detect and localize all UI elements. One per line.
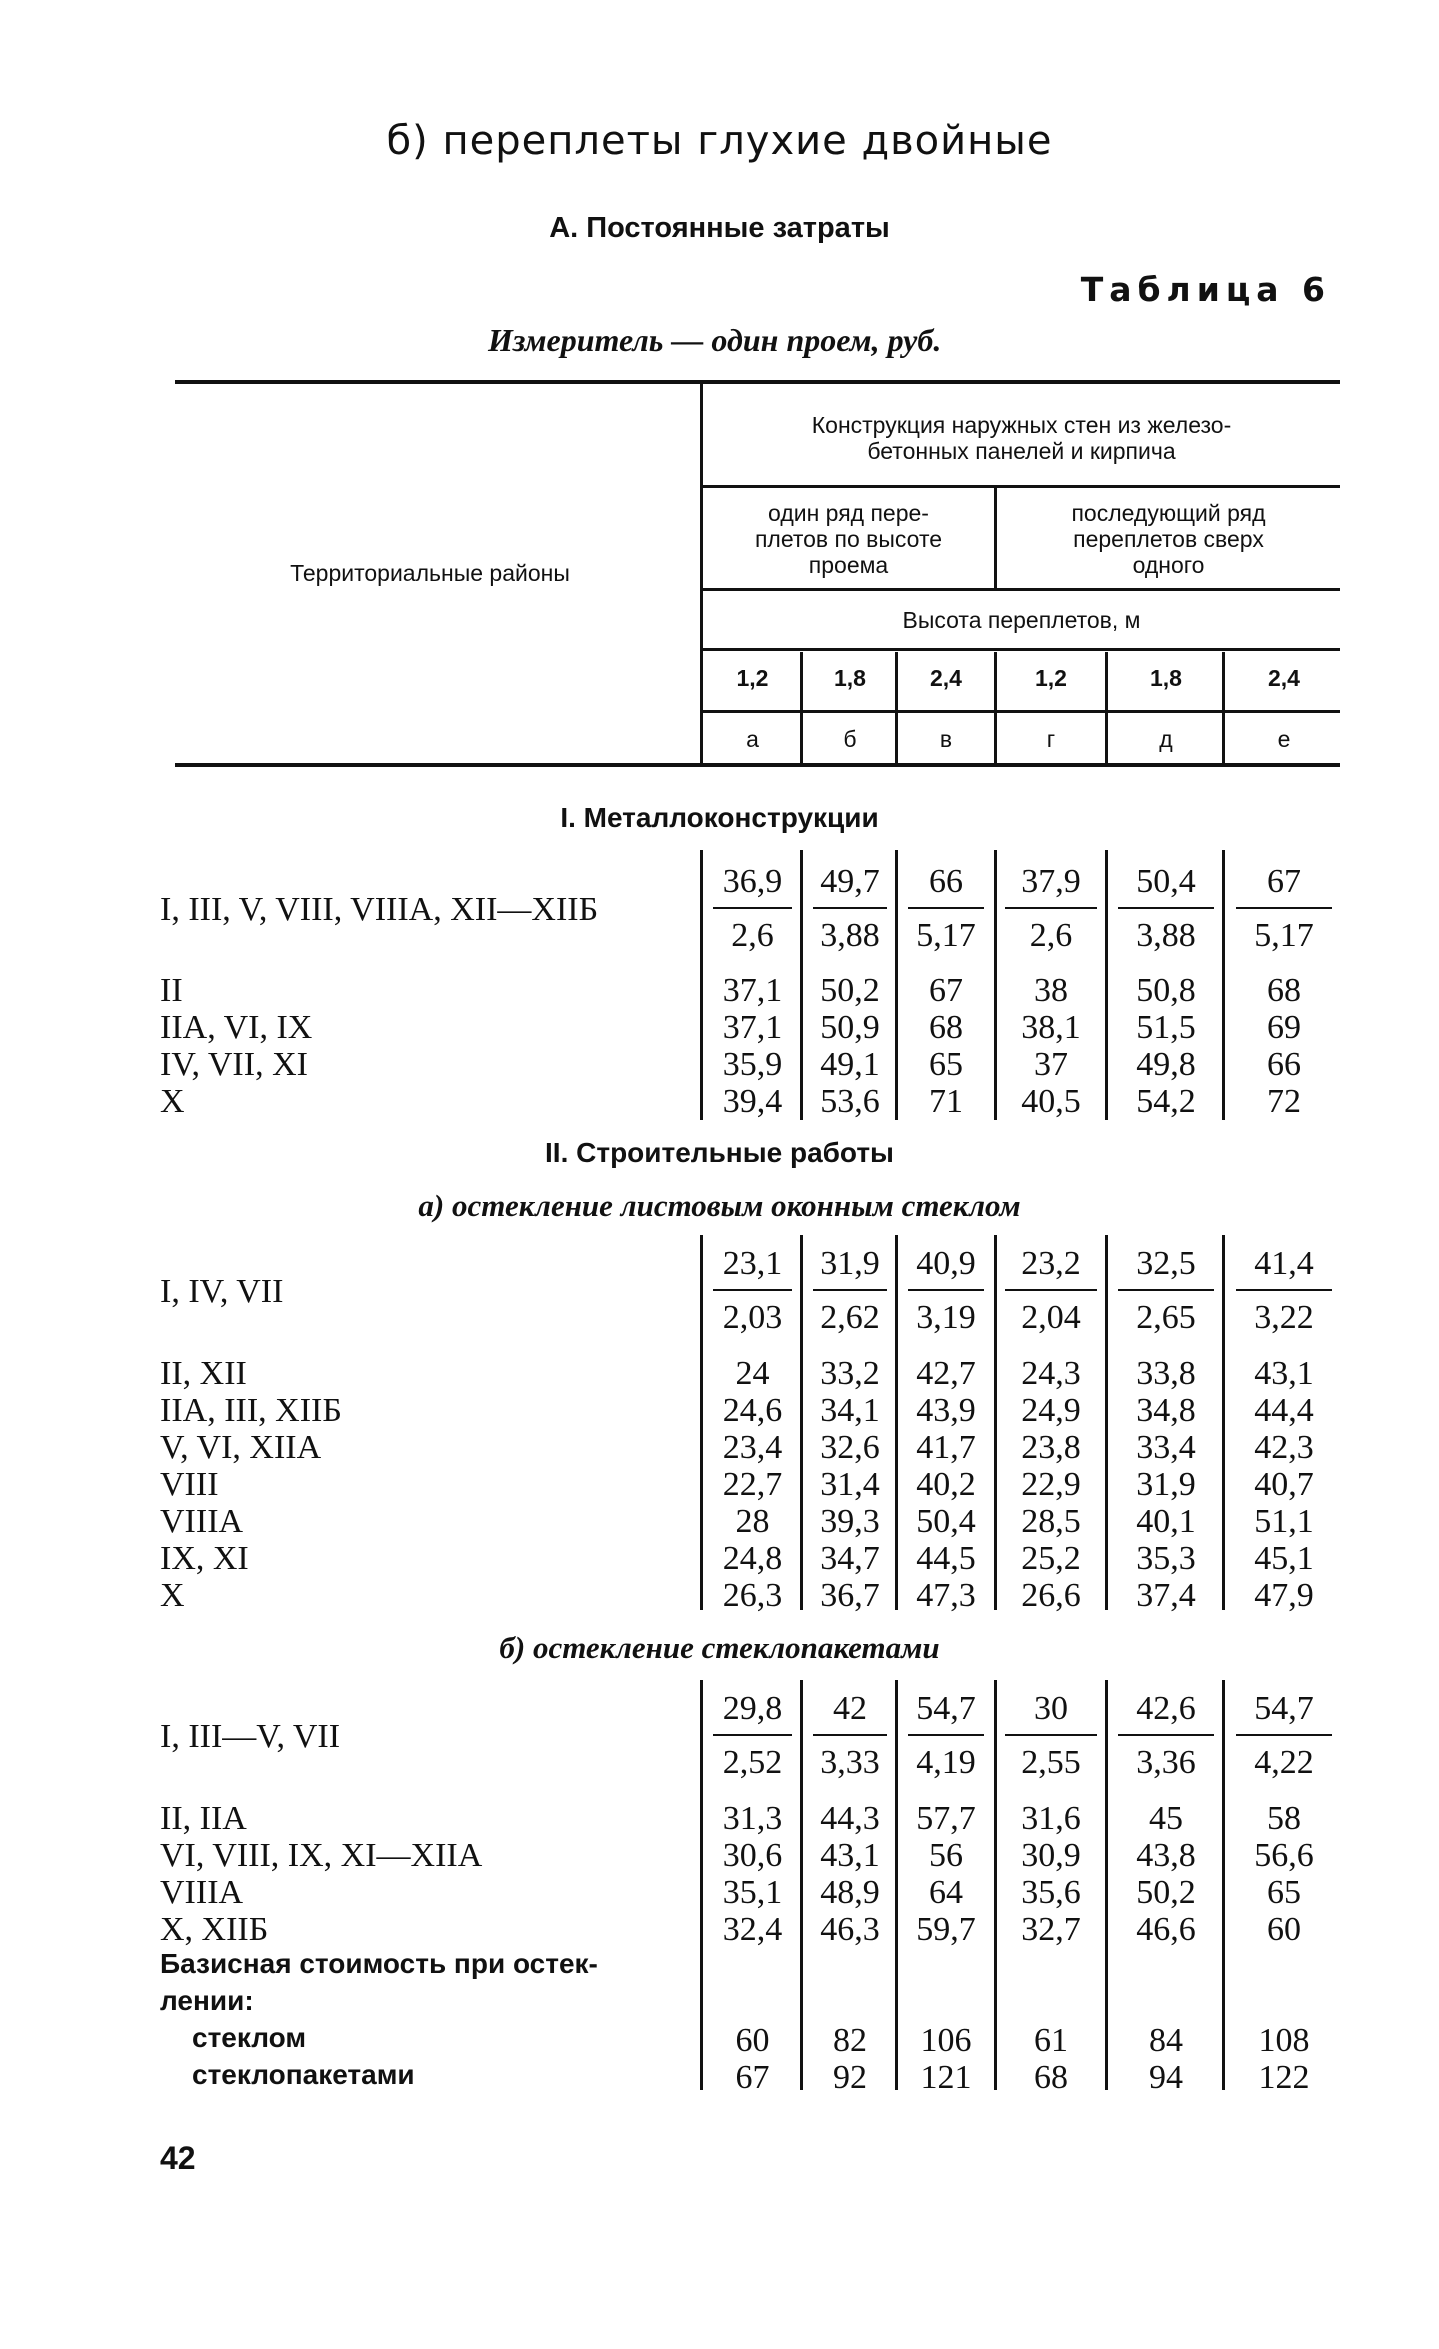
cell-value: 64 — [929, 1874, 963, 1911]
cell-value: 37,9 — [1021, 863, 1081, 900]
fraction-bar — [713, 1734, 792, 1736]
cell-value: 54,2 — [1136, 1083, 1196, 1120]
cell-value: 30 — [1034, 1690, 1068, 1727]
cell-value: 44,4 — [1254, 1392, 1314, 1429]
column-letter: д — [1159, 726, 1173, 752]
section1-title: I. Металлоконструкции — [560, 802, 879, 833]
cell-value: 38 — [1034, 972, 1068, 1009]
cell-value: 72 — [1267, 1083, 1301, 1120]
cell-value: 24,6 — [722, 1392, 783, 1429]
row-label: X — [160, 1083, 185, 1120]
cell-value: 3,88 — [1136, 917, 1196, 954]
cell-value: 45,1 — [1254, 1540, 1314, 1577]
header-bottom-rule — [175, 763, 1340, 767]
row-label: V, VI, XIIA — [160, 1429, 322, 1466]
header-rule-2 — [703, 588, 1340, 591]
row-label: II, XII — [160, 1355, 247, 1392]
table-label: Таблица 6 — [1080, 270, 1331, 309]
cell-value: 59,7 — [916, 1911, 976, 1948]
column-divider — [1222, 1235, 1225, 1610]
cell-value: 25,2 — [1021, 1540, 1081, 1577]
column-letter: е — [1277, 726, 1291, 752]
cell-value: 84 — [1149, 2022, 1183, 2059]
height-value: 1,2 — [1035, 665, 1067, 691]
construction-header-line1: Конструкция наружных стен из железо- — [811, 412, 1232, 438]
section2-title: II. Строительные работы — [545, 1137, 894, 1168]
cell-value: 67 — [735, 2059, 770, 2096]
row-label: I, IV, VII — [160, 1273, 284, 1310]
cell-value: 53,6 — [820, 1083, 880, 1120]
cell-value: 2,03 — [722, 1299, 783, 1336]
cell-value: 4,22 — [1254, 1744, 1314, 1781]
cell-value: 32,4 — [722, 1911, 783, 1948]
cell-value: 50,4 — [1136, 863, 1196, 900]
cell-value: 24,9 — [1021, 1392, 1081, 1429]
header-top-rule — [175, 380, 1340, 384]
height-value: 2,4 — [930, 665, 962, 691]
column-letter: в — [939, 726, 953, 752]
column-divider — [700, 1680, 703, 2090]
cell-value: 32,5 — [1136, 1245, 1196, 1282]
cell-value: 50,4 — [916, 1503, 976, 1540]
cell-value: 32,7 — [1021, 1911, 1081, 1948]
group2-header-line2: переплетов сверх — [1073, 526, 1264, 552]
cell-value: 40,2 — [916, 1466, 976, 1503]
height-header: Высота переплетов, м — [902, 607, 1141, 633]
header-column-divider — [1222, 652, 1225, 764]
cell-value: 65 — [1267, 1874, 1301, 1911]
cell-value: 34,8 — [1136, 1392, 1196, 1429]
cell-value: 60 — [1267, 1911, 1301, 1948]
cell-value: 50,8 — [1136, 972, 1196, 1009]
header-rule-1 — [703, 485, 1340, 488]
cell-value: 33,4 — [1136, 1429, 1196, 1466]
cell-value: 46,6 — [1136, 1911, 1196, 1948]
cell-value: 24,3 — [1021, 1355, 1081, 1392]
header-rule-3 — [703, 648, 1340, 651]
subsection-a-title: а) остекление листовым оконным стеклом — [418, 1188, 1021, 1223]
cell-value: 42 — [833, 1690, 867, 1727]
cell-value: 3,19 — [916, 1299, 976, 1336]
cell-value: 49,7 — [820, 863, 880, 900]
row-label: I, III, V, VIII, VIIIA, XII—XIIБ — [160, 891, 599, 928]
base-row-label: стеклом — [192, 2022, 307, 2053]
row-label: I, III—V, VII — [160, 1718, 341, 1755]
cell-value: 4,19 — [916, 1744, 976, 1781]
cell-value: 44,5 — [916, 1540, 976, 1577]
cell-value: 42,7 — [916, 1355, 976, 1392]
fraction-bar — [713, 907, 792, 909]
cell-value: 56,6 — [1254, 1837, 1314, 1874]
cell-value: 28,5 — [1021, 1503, 1081, 1540]
cell-value: 5,17 — [1254, 917, 1314, 954]
fraction-bar — [813, 907, 887, 909]
fraction-bar — [1236, 907, 1332, 909]
cell-value: 3,33 — [820, 1744, 880, 1781]
column-divider — [895, 850, 898, 1120]
header-column-divider — [895, 652, 898, 764]
cell-value: 66 — [1267, 1046, 1301, 1083]
cell-value: 24 — [735, 1355, 770, 1392]
group1-header-line1: один ряд пере- — [768, 500, 929, 526]
cell-value: 31,9 — [1136, 1466, 1196, 1503]
column-letter: б — [843, 726, 857, 752]
row-label: X — [160, 1577, 185, 1614]
cell-value: 23,1 — [722, 1245, 783, 1282]
cell-value: 35,9 — [722, 1046, 783, 1083]
cell-value: 46,3 — [820, 1911, 880, 1948]
cell-value: 68 — [1034, 2059, 1068, 2096]
cell-value: 67 — [929, 972, 963, 1009]
cell-value: 60 — [735, 2022, 770, 2059]
fraction-bar — [1118, 907, 1214, 909]
row-label: X, XIIБ — [160, 1911, 269, 1948]
cell-value: 47,9 — [1254, 1577, 1314, 1614]
row-label: IV, VII, XI — [160, 1046, 308, 1083]
cell-value: 54,7 — [1254, 1690, 1314, 1727]
cell-value: 36,9 — [722, 863, 783, 900]
height-value: 1,8 — [834, 665, 866, 691]
fraction-bar — [1236, 1289, 1332, 1291]
cell-value: 33,8 — [1136, 1355, 1196, 1392]
cell-value: 67 — [1267, 863, 1301, 900]
cell-value: 2,65 — [1136, 1299, 1196, 1336]
fraction-bar — [1005, 1734, 1097, 1736]
cell-value: 39,4 — [722, 1083, 783, 1120]
column-letter: г — [1046, 726, 1056, 752]
cell-value: 42,3 — [1254, 1429, 1314, 1466]
cell-value: 47,3 — [916, 1577, 976, 1614]
row-label: VIII — [160, 1466, 219, 1503]
cell-value: 65 — [929, 1046, 963, 1083]
fraction-bar — [908, 1289, 984, 1291]
group1-header-line3: проема — [808, 552, 889, 578]
column-divider — [800, 1680, 803, 2090]
cell-value: 41,7 — [916, 1429, 976, 1466]
cell-value: 42,6 — [1136, 1690, 1196, 1727]
cell-value: 2,6 — [1029, 917, 1073, 954]
cell-value: 32,6 — [820, 1429, 880, 1466]
cell-value: 57,7 — [916, 1800, 976, 1837]
cell-value: 122 — [1258, 2059, 1310, 2096]
cell-value: 50,2 — [820, 972, 880, 1009]
cell-value: 43,1 — [820, 1837, 880, 1874]
cell-value: 51,5 — [1136, 1009, 1196, 1046]
cell-value: 82 — [833, 2022, 867, 2059]
cell-value: 71 — [929, 1083, 963, 1120]
cell-value: 56 — [929, 1837, 963, 1874]
cell-value: 39,3 — [820, 1503, 880, 1540]
cell-value: 37,1 — [722, 972, 783, 1009]
cell-value: 34,7 — [820, 1540, 880, 1577]
cell-value: 43,1 — [1254, 1355, 1314, 1392]
cell-value: 68 — [929, 1009, 963, 1046]
cell-value: 2,62 — [820, 1299, 880, 1336]
cell-value: 31,4 — [820, 1466, 880, 1503]
cell-value: 31,9 — [820, 1245, 880, 1282]
unit-note: Измеритель — один проем, руб. — [488, 322, 942, 358]
cell-value: 5,17 — [916, 917, 976, 954]
height-value: 1,2 — [736, 665, 769, 691]
cell-value: 69 — [1267, 1009, 1301, 1046]
cell-value: 3,36 — [1136, 1744, 1196, 1781]
cell-value: 43,9 — [916, 1392, 976, 1429]
cell-value: 92 — [833, 2059, 867, 2096]
cell-value: 37,1 — [722, 1009, 783, 1046]
fraction-bar — [813, 1734, 887, 1736]
cell-value: 40,9 — [916, 1245, 976, 1282]
cell-value: 44,3 — [820, 1800, 880, 1837]
cell-value: 22,9 — [1021, 1466, 1081, 1503]
column-divider — [1105, 1235, 1108, 1610]
cell-value: 54,7 — [916, 1690, 976, 1727]
fraction-bar — [713, 1289, 792, 1291]
region-column-header: Территориальные районы — [290, 560, 570, 586]
header-column-divider — [994, 652, 997, 764]
cell-value: 31,3 — [722, 1800, 783, 1837]
base-cost-label: Базисная стоимость при остек- — [160, 1948, 598, 1979]
cell-value: 30,9 — [1021, 1837, 1081, 1874]
page-subheading: А. Постоянные затраты — [549, 212, 890, 244]
cell-value: 26,6 — [1021, 1577, 1081, 1614]
cell-value: 2,52 — [722, 1744, 783, 1781]
column-divider — [1105, 1680, 1108, 2090]
cell-value: 26,3 — [722, 1577, 783, 1614]
cell-value: 68 — [1267, 972, 1301, 1009]
cell-value: 38,1 — [1021, 1009, 1081, 1046]
fraction-bar — [1236, 1734, 1332, 1736]
cell-value: 108 — [1258, 2022, 1310, 2059]
cell-value: 23,4 — [722, 1429, 783, 1466]
cell-value: 37,4 — [1136, 1577, 1196, 1614]
row-label: II, IIA — [160, 1800, 247, 1837]
cell-value: 36,7 — [820, 1577, 880, 1614]
height-value: 1,8 — [1150, 665, 1182, 691]
group2-header-line3: одного — [1132, 552, 1205, 578]
base-cost-label-cont: лении: — [160, 1985, 254, 2016]
column-divider — [800, 850, 803, 1120]
row-label: VIIIA — [160, 1503, 244, 1540]
header-column-divider — [800, 652, 803, 764]
cell-value: 3,88 — [820, 917, 880, 954]
column-letter: а — [746, 726, 759, 752]
cell-value: 23,8 — [1021, 1429, 1081, 1466]
height-value: 2,4 — [1268, 665, 1300, 691]
cell-value: 2,6 — [731, 917, 774, 954]
column-divider — [1222, 1680, 1225, 2090]
cell-value: 49,8 — [1136, 1046, 1196, 1083]
cell-value: 43,8 — [1136, 1837, 1196, 1874]
cell-value: 22,7 — [722, 1466, 783, 1503]
cell-value: 40,1 — [1136, 1503, 1196, 1540]
column-divider — [800, 1235, 803, 1610]
cell-value: 49,1 — [820, 1046, 880, 1083]
cell-value: 28 — [735, 1503, 770, 1540]
fraction-bar — [1118, 1289, 1214, 1291]
cell-value: 23,2 — [1021, 1245, 1081, 1282]
cell-value: 37 — [1034, 1046, 1068, 1083]
cell-value: 58 — [1267, 1800, 1301, 1837]
fraction-bar — [1005, 907, 1097, 909]
cell-value: 94 — [1149, 2059, 1183, 2096]
row-label: VI, VIII, IX, XI—XIIA — [160, 1837, 483, 1874]
cell-value: 34,1 — [820, 1392, 880, 1429]
column-divider — [895, 1680, 898, 2090]
row-label: IX, XI — [160, 1540, 249, 1577]
group1-header-line2: плетов по высоте — [754, 526, 943, 552]
header-rule-4 — [703, 710, 1340, 713]
cell-value: 61 — [1034, 2022, 1068, 2059]
base-row-label: стеклопакетами — [192, 2059, 415, 2090]
cell-value: 66 — [929, 863, 963, 900]
column-divider — [1105, 850, 1108, 1120]
column-divider — [895, 1235, 898, 1610]
header-column-divider — [1105, 652, 1108, 764]
cell-value: 30,6 — [722, 1837, 783, 1874]
group2-header-line1: последующий ряд — [1071, 500, 1266, 526]
cell-value: 24,8 — [722, 1540, 783, 1577]
cell-value: 40,7 — [1254, 1466, 1314, 1503]
cell-value: 45 — [1149, 1800, 1183, 1837]
cell-value: 35,6 — [1021, 1874, 1081, 1911]
fraction-bar — [908, 907, 984, 909]
column-divider — [700, 850, 703, 1120]
cell-value: 35,1 — [722, 1874, 783, 1911]
cell-value: 31,6 — [1021, 1800, 1081, 1837]
page-heading: б) переплеты глухие двойные — [386, 118, 1053, 164]
column-divider — [1222, 850, 1225, 1120]
cell-value: 40,5 — [1021, 1083, 1081, 1120]
fraction-bar — [908, 1734, 984, 1736]
cell-value: 3,22 — [1254, 1299, 1314, 1336]
column-divider — [700, 1235, 703, 1610]
row-label: IIA, III, XIIБ — [160, 1392, 342, 1429]
cell-value: 29,8 — [722, 1690, 783, 1727]
fraction-bar — [1005, 1289, 1097, 1291]
row-label: IIA, VI, IX — [160, 1009, 313, 1046]
cell-value: 33,2 — [820, 1355, 880, 1392]
cell-value: 35,3 — [1136, 1540, 1196, 1577]
cell-value: 41,4 — [1254, 1245, 1314, 1282]
fraction-bar — [1118, 1734, 1214, 1736]
cell-value: 2,55 — [1021, 1744, 1081, 1781]
cell-value: 48,9 — [820, 1874, 880, 1911]
cell-value: 51,1 — [1254, 1503, 1314, 1540]
construction-header-line2: бетонных панелей и кирпича — [867, 438, 1176, 464]
cell-value: 50,9 — [820, 1009, 880, 1046]
row-label: VIIIA — [160, 1874, 244, 1911]
cell-value: 121 — [920, 2059, 972, 2096]
cell-value: 106 — [920, 2022, 972, 2059]
cell-value: 2,04 — [1021, 1299, 1081, 1336]
fraction-bar — [813, 1289, 887, 1291]
cell-value: 50,2 — [1136, 1874, 1196, 1911]
page-number: 42 — [160, 2140, 196, 2176]
subsection-b-title: б) остекление стеклопакетами — [499, 1630, 940, 1665]
row-label: II — [160, 972, 183, 1009]
